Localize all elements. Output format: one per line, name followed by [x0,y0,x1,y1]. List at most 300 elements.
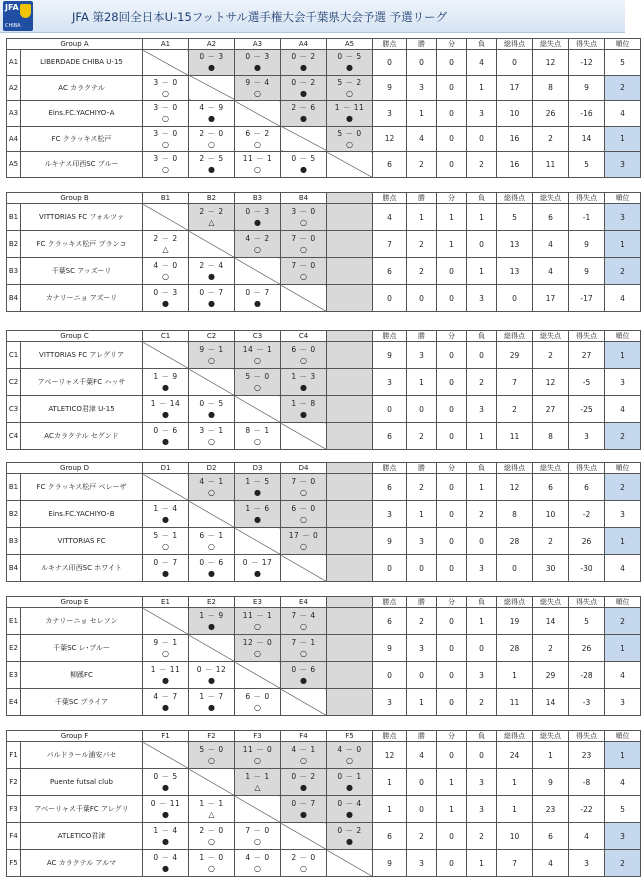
stat-header: 総失点 [533,331,569,342]
unused-cell [327,662,373,689]
diagonal-cell [189,635,235,662]
match-result [189,662,235,689]
stat-value: 6 [373,823,407,850]
team-name: ATLETICO君津 U-15 [21,396,143,423]
header-row [7,39,641,50]
match-score: 6 － 2 [245,128,270,138]
stat-header: 分 [437,39,467,50]
result-mark-icon: ● [162,783,169,792]
row-id: B3 [7,528,21,555]
column-header: F5 [327,731,373,742]
table-row [7,101,641,127]
match-result [327,769,373,796]
stat-header: 総失点 [533,731,569,742]
result-mark-icon: ○ [300,649,307,658]
column-header: B4 [281,193,327,204]
match-result [189,823,235,850]
match-score: 3 － 0 [291,207,316,216]
match-score: 0 － 3 [245,207,270,216]
stat-value: -12 [569,50,605,76]
header-row [7,463,641,474]
match-result [235,423,281,450]
unused-cell [327,258,373,285]
unused-cell [327,689,373,716]
header-row [7,331,641,342]
logo-bottom-text: CHIBA [5,23,21,29]
table-row [7,635,641,662]
stat-value: 2 [533,528,569,555]
match-score: 5 － 2 [337,77,362,87]
stat-value: 1 [467,423,497,450]
stat-value: 0 [373,396,407,423]
stat-value: 14 [533,608,569,635]
group-section [6,596,630,716]
result-mark-icon: ● [300,383,307,392]
rank-value: 4 [605,662,641,689]
stat-value: 2 [497,396,533,423]
stat-header: 得失点 [569,331,605,342]
rank-value: 2 [605,608,641,635]
stat-header: 総失点 [533,597,569,608]
stat-value: 0 [437,850,467,877]
row-id: B2 [7,501,21,528]
result-mark-icon: ● [162,515,169,524]
stat-value: 8 [533,423,569,450]
stat-value: 1 [373,769,407,796]
match-result [281,75,327,101]
team-name: ルキナス印西SC ブルー [21,152,143,178]
group-table [6,596,641,716]
unused-cell [327,285,373,312]
match-score: 4 － 0 [337,745,362,754]
stat-value: 12 [533,50,569,76]
column-header: E4 [281,597,327,608]
result-mark-icon: ○ [300,272,307,281]
result-mark-icon: ● [208,703,215,712]
match-result [143,555,189,582]
match-result [143,769,189,796]
match-score: 1 － 14 [150,399,181,408]
match-result [235,75,281,101]
table-row [7,662,641,689]
result-mark-icon: ● [300,676,307,685]
group-name: Group B [7,193,143,204]
match-result [281,850,327,877]
match-score: 1 － 4 [153,504,178,513]
diagonal-cell [143,204,189,231]
stat-header: 勝 [407,597,437,608]
stat-value: 2 [407,608,437,635]
stat-value: 12 [373,126,407,152]
diagonal-cell [143,50,189,76]
match-score: 0 － 5 [199,399,224,408]
diagonal-cell [281,423,327,450]
match-result [235,689,281,716]
match-result [281,769,327,796]
match-score: 9 － 4 [245,77,270,87]
column-header: D4 [281,463,327,474]
stat-value: 5 [569,608,605,635]
unused-cell [327,231,373,258]
stat-value: 17 [533,285,569,312]
stat-header: 勝 [407,193,437,204]
stat-value: 2 [407,423,437,450]
stat-header: 勝点 [373,331,407,342]
stat-value: 29 [533,662,569,689]
rank-value: 2 [605,258,641,285]
stat-header: 得失点 [569,193,605,204]
stat-value: 0 [437,474,467,501]
match-score: 0 － 2 [291,77,316,87]
stat-header: 得失点 [569,463,605,474]
match-score: 5 － 0 [245,372,270,381]
stat-value: 8 [533,75,569,101]
table-row [7,501,641,528]
row-id: A3 [7,101,21,127]
result-mark-icon: ● [162,676,169,685]
match-score: 2 － 0 [291,853,316,862]
stat-value: 0 [373,662,407,689]
stat-value: 30 [533,555,569,582]
match-result [281,50,327,76]
rank-value: 5 [605,50,641,76]
result-mark-icon: ● [300,810,307,819]
rank-value: 3 [605,204,641,231]
table-row [7,152,641,178]
result-mark-icon: ○ [300,218,307,227]
match-score: 0 － 12 [196,665,227,674]
group-table [6,38,641,178]
table-row [7,126,641,152]
stat-header: 勝 [407,39,437,50]
table-row [7,742,641,769]
match-result [189,528,235,555]
column-header: D2 [189,463,235,474]
result-mark-icon: ○ [208,837,215,846]
table-row [7,796,641,823]
stat-value: 1 [467,75,497,101]
rank-value: 2 [605,474,641,501]
table-row [7,231,641,258]
column-header: A2 [189,39,235,50]
row-id: A4 [7,126,21,152]
stat-value: 2 [467,152,497,178]
crow-emblem-icon [20,4,31,18]
stat-value: 1 [497,796,533,823]
result-mark-icon: ● [254,515,261,524]
match-result [235,152,281,178]
page-header [0,0,625,33]
stat-value: 6 [373,474,407,501]
match-result [143,528,189,555]
rank-value: 3 [605,823,641,850]
diagonal-cell [189,369,235,396]
stat-value: 13 [497,231,533,258]
match-result [281,608,327,635]
match-score: 0 － 7 [153,558,178,567]
match-score: 0 － 4 [337,799,362,808]
stat-value: 1 [533,742,569,769]
stat-value: 0 [437,101,467,127]
stat-value: 11 [533,152,569,178]
team-name: FC クラッキス松戸 ブランコ [21,231,143,258]
match-result [235,850,281,877]
result-mark-icon: ● [162,569,169,578]
stat-value: -2 [569,501,605,528]
stat-value: 1 [497,769,533,796]
match-result [189,555,235,582]
stat-value: 1 [407,501,437,528]
table-row [7,555,641,582]
match-score: 4 － 1 [291,745,316,754]
column-header: E2 [189,597,235,608]
result-mark-icon: ● [162,299,169,308]
match-result [143,285,189,312]
page-title: JFA 第28回全日本U-15フットサル選手権大会千葉県大会予選 予選リーグ [72,10,448,24]
stat-value: 0 [437,689,467,716]
table-row [7,396,641,423]
stat-value: 10 [497,101,533,127]
stat-value: 3 [467,555,497,582]
match-score: 1 － 1 [199,799,224,808]
match-score: 1 － 9 [153,372,178,381]
stat-header: 勝 [407,731,437,742]
column-header: E1 [143,597,189,608]
match-result [235,474,281,501]
result-mark-icon: ○ [162,649,169,658]
stat-value: 8 [497,501,533,528]
stat-header: 順位 [605,463,641,474]
match-score: 14 － 1 [242,345,273,354]
match-result [143,152,189,178]
match-score: 0 － 3 [153,288,178,297]
result-mark-icon: ● [346,114,353,124]
match-score: 7 － 4 [291,611,316,620]
match-result [327,126,373,152]
match-score: 0 － 6 [291,665,316,674]
match-score: 11 － 1 [242,154,273,164]
stat-value: 0 [437,50,467,76]
stat-value: 0 [467,635,497,662]
diagonal-cell [281,285,327,312]
team-name: VITTORIAS FC フォルツァ [21,204,143,231]
match-result [235,369,281,396]
diagonal-cell [189,231,235,258]
column-header: A5 [327,39,373,50]
result-mark-icon: ○ [346,139,353,149]
stat-value: 14 [569,126,605,152]
stat-value: 5 [497,204,533,231]
match-result [189,423,235,450]
group-name: Group A [7,39,143,50]
stat-header: 順位 [605,597,641,608]
stat-value: -17 [569,285,605,312]
match-result [143,101,189,127]
stat-value: 26 [533,101,569,127]
diagonal-cell [143,474,189,501]
stat-header: 勝 [407,331,437,342]
match-score: 17 － 0 [288,531,319,540]
result-mark-icon: ○ [162,272,169,281]
stat-value: 6 [569,474,605,501]
match-score: 3 － 0 [153,77,178,87]
team-name: VITTORIAS FC [21,528,143,555]
stat-value: 0 [437,75,467,101]
result-mark-icon: ● [162,810,169,819]
column-header: C4 [281,331,327,342]
row-id: F1 [7,742,21,769]
rank-value: 3 [605,689,641,716]
column-header: D3 [235,463,281,474]
stat-value: 27 [569,342,605,369]
table-row [7,369,641,396]
rank-value: 1 [605,742,641,769]
match-score: 7 － 0 [291,261,316,270]
team-name: ルキナス印西SC ホワイト [21,555,143,582]
match-score: 4 － 9 [199,103,224,113]
unused-cell [327,501,373,528]
stat-value: 1 [497,662,533,689]
header-row [7,193,641,204]
match-result [235,823,281,850]
group-section [6,330,630,450]
stat-header: 順位 [605,39,641,50]
match-score: 0 － 1 [337,772,362,781]
stat-value: 2 [533,126,569,152]
match-score: 7 － 0 [291,477,316,486]
match-result [281,501,327,528]
table-row [7,50,641,76]
result-mark-icon: ○ [254,437,261,446]
result-mark-icon: ● [208,272,215,281]
stat-value: 9 [569,258,605,285]
match-score: 7 － 0 [291,234,316,243]
stat-value: 0 [437,396,467,423]
result-mark-icon: ● [254,299,261,308]
stat-value: 2 [407,152,437,178]
unused-cell [327,528,373,555]
stat-value: 3 [407,850,437,877]
stat-header: 総得点 [497,193,533,204]
diagonal-cell [189,769,235,796]
result-mark-icon: ● [162,410,169,419]
table-row [7,689,641,716]
table-row [7,423,641,450]
stat-header: 負 [467,331,497,342]
stat-value: 0 [437,501,467,528]
match-score: 0 － 2 [291,772,316,781]
stat-value: 0 [407,50,437,76]
table-row [7,285,641,312]
result-mark-icon: ○ [208,864,215,873]
rank-value: 1 [605,342,641,369]
column-header [327,597,373,608]
diagonal-cell [281,823,327,850]
stat-value: 1 [467,258,497,285]
match-score: 2 － 4 [199,261,224,270]
stat-value: 3 [407,635,437,662]
stat-value: 16 [497,126,533,152]
match-score: 4 － 1 [199,477,224,486]
team-name: カナリーニョ セレソン [21,608,143,635]
column-header: A1 [143,39,189,50]
column-header: F3 [235,731,281,742]
match-result [281,528,327,555]
stat-value: 9 [373,75,407,101]
stat-value: 1 [407,204,437,231]
match-result [281,101,327,127]
stat-value: 3 [373,501,407,528]
unused-cell [327,423,373,450]
match-score: 3 － 0 [153,103,178,113]
rank-value: 3 [605,501,641,528]
stat-value: 4 [533,231,569,258]
stat-header: 順位 [605,731,641,742]
match-score: 4 － 0 [153,261,178,270]
match-result [281,258,327,285]
table-row [7,608,641,635]
stat-value: 0 [407,285,437,312]
stat-value: -3 [569,689,605,716]
stat-value: 0 [437,285,467,312]
column-header [327,331,373,342]
result-mark-icon: △ [208,218,215,227]
stat-value: 4 [533,850,569,877]
diagonal-cell [235,101,281,127]
stat-value: 6 [533,823,569,850]
row-id: C3 [7,396,21,423]
match-score: 0 － 17 [242,558,273,567]
stat-value: 0 [497,285,533,312]
result-mark-icon: ○ [162,88,169,98]
stat-value: 28 [497,635,533,662]
result-mark-icon: ● [254,569,261,578]
match-result [143,258,189,285]
match-score: 9 － 1 [153,638,178,647]
column-header: B2 [189,193,235,204]
group-name: Group C [7,331,143,342]
stat-value: -28 [569,662,605,689]
result-mark-icon: ● [208,299,215,308]
result-mark-icon: ○ [300,245,307,254]
stat-value: 3 [373,369,407,396]
unused-cell [327,369,373,396]
stat-value: 5 [569,152,605,178]
result-mark-icon: ○ [300,488,307,497]
rank-value: 2 [605,850,641,877]
stat-value: 0 [437,528,467,555]
match-result [143,796,189,823]
stat-value: 0 [437,662,467,689]
result-mark-icon: ● [254,218,261,227]
stat-value: 9 [373,850,407,877]
stat-value: 0 [467,231,497,258]
result-mark-icon: ○ [300,542,307,551]
result-mark-icon: ● [162,383,169,392]
match-result [235,608,281,635]
match-score: 0 － 7 [291,799,316,808]
row-id: B1 [7,204,21,231]
team-name: バルドラール浦安パセ [21,742,143,769]
row-id: A5 [7,152,21,178]
result-mark-icon: ○ [254,703,261,712]
stat-value: 0 [407,796,437,823]
team-name: 千葉SC レ･ブルー [21,635,143,662]
stat-value: 6 [373,152,407,178]
stat-value: 2 [407,474,437,501]
unused-cell [327,635,373,662]
stat-header: 負 [467,39,497,50]
